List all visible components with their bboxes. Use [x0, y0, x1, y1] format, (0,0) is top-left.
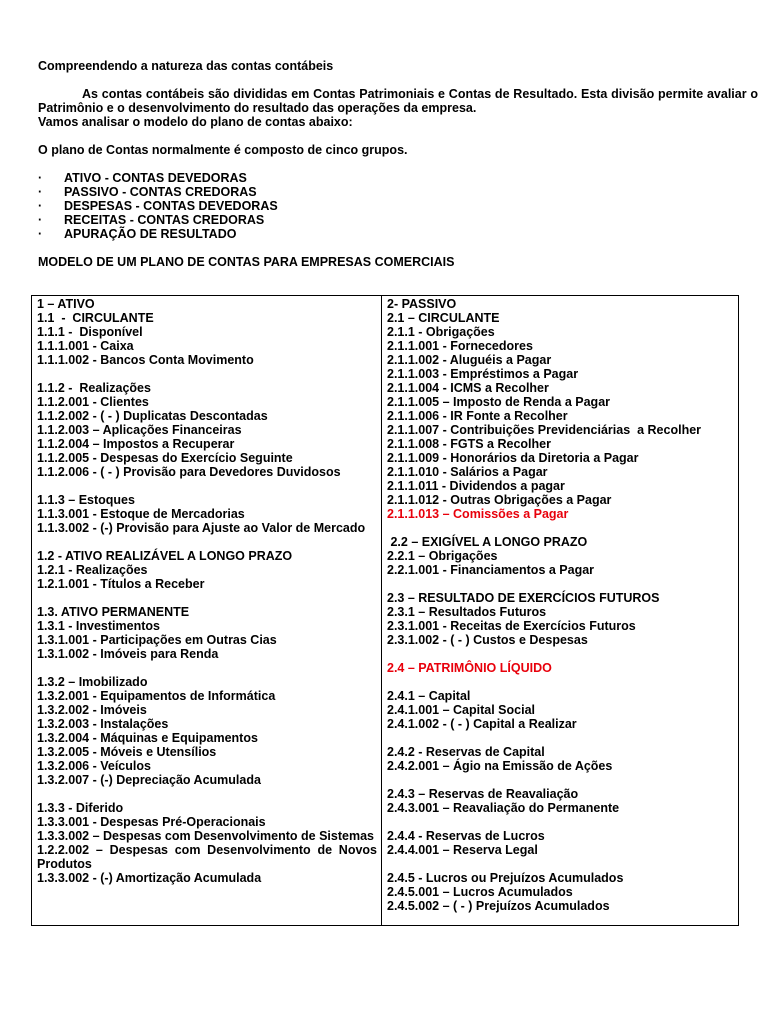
account-line: 2.4.5.001 – Lucros Acumulados [387, 885, 573, 899]
spacer [37, 787, 377, 801]
intro-paragraph: As contas contábeis são divididas em Contas Patrimoniais e Contas de Resultado. Esta divisão permite avaliar o Patrimônio e o desenvolvimento do resultado das operações da empresa. [38, 87, 758, 115]
account-line: 2.1.1.001 - Fornecedores [387, 339, 533, 353]
account-line: 2- PASSIVO [387, 297, 457, 311]
spacer [37, 367, 377, 381]
account-line: 2.1.1.012 - Outras Obrigações a Pagar [387, 493, 612, 507]
account-line: 2.3.1.002 - ( - ) Custos e Despesas [387, 633, 588, 647]
account-line: 1.3.2 – Imobilizado [37, 675, 148, 689]
assets-column [32, 296, 382, 925]
bullet-icon: · [38, 227, 43, 241]
spacer [387, 857, 734, 871]
account-line: 2.3.1.001 - Receitas de Exercícios Futuros [387, 619, 636, 633]
list-item: · APURAÇÃO DE RESULTADO [38, 227, 237, 241]
page-heading: Compreendendo a natureza das contas contábeis [38, 59, 334, 73]
account-line: 2.1.1.005 – Imposto de Renda a Pagar [387, 395, 611, 409]
account-line: 1.3.1.001 - Participações em Outras Cias [37, 633, 277, 647]
account-line: 2.4.3.001 – Reavaliação do Permanente [387, 801, 620, 815]
account-line: 2.3 – RESULTADO DE EXERCÍCIOS FUTUROS [387, 591, 660, 605]
account-line: 2.4.2.001 – Ágio na Emissão de Ações [387, 759, 613, 773]
account-line: 2.1.1.004 - ICMS a Recolher [387, 381, 549, 395]
account-line: 2.1.1.013 – Comissões a Pagar [387, 507, 569, 521]
account-line: 1.3.3.002 - (-) Amortização Acumulada [37, 871, 262, 885]
spacer [387, 577, 734, 591]
account-line: 2.4.1 – Capital [387, 689, 471, 703]
account-line: 2.2.1 – Obrigações [387, 549, 498, 563]
account-line: 2.4.5 - Lucros ou Prejuízos Acumulados [387, 871, 624, 885]
model-title: MODELO DE UM PLANO DE CONTAS PARA EMPRESAS COMERCIAIS [38, 255, 455, 269]
account-line: 2.4.1.001 – Capital Social [387, 703, 535, 717]
bullet-icon: · [38, 171, 43, 185]
account-line: 1.2 - ATIVO REALIZÁVEL A LONGO PRAZO [37, 549, 293, 563]
intro-section [38, 59, 758, 269]
spacer [387, 731, 734, 745]
groups-intro: O plano de Contas normalmente é composto de cinco grupos. [38, 143, 408, 157]
account-line: 2.3.1 – Resultados Futuros [387, 605, 547, 619]
account-line: 1.3.2.001 - Equipamentos de Informática [37, 689, 276, 703]
account-line: 2.4 – PATRIMÔNIO LÍQUIDO [387, 661, 552, 675]
account-line: 1.2.2.002 – Despesas com Desenvolvimento de Novos Produtos [37, 843, 377, 871]
account-line: 2.2.1.001 - Financiamentos a Pagar [387, 563, 595, 577]
account-line: 2.1.1.008 - FGTS a Recolher [387, 437, 551, 451]
account-line: 1.3.2.005 - Móveis e Utensílios [37, 745, 217, 759]
account-line: 1.1.2 - Realizações [37, 381, 151, 395]
account-line: 1.3.2.002 - Imóveis [37, 703, 147, 717]
account-line: 1.1.3.002 - (-) Provisão para Ajuste ao Valor de Mercado [37, 521, 366, 535]
account-line: 1.1.2.001 - Clientes [37, 395, 149, 409]
account-line: 1.3.3.002 – Despesas com Desenvolvimento de Sistemas [37, 829, 374, 843]
list-item: · PASSIVO - CONTAS CREDORAS [38, 185, 257, 199]
spacer [387, 675, 734, 689]
account-line: 1.3.3.001 - Despesas Pré-Operacionais [37, 815, 266, 829]
account-line: 2.1.1.010 - Salários a Pagar [387, 465, 548, 479]
account-line: 1.3.2.004 - Máquinas e Equipamentos [37, 731, 258, 745]
list-item: · DESPESAS - CONTAS DEVEDORAS [38, 199, 278, 213]
analyze-line: Vamos analisar o modelo do plano de contas abaixo: [38, 115, 353, 129]
list-item: · ATIVO - CONTAS DEVEDORAS [38, 171, 247, 185]
spacer [37, 535, 377, 549]
account-line: 1.1.1.002 - Bancos Conta Movimento [37, 353, 254, 367]
account-line: 2.1.1.006 - IR Fonte a Recolher [387, 409, 568, 423]
account-line: 2.2 – EXIGÍVEL A LONGO PRAZO [387, 535, 588, 549]
account-line: 2.1 – CIRCULANTE [387, 311, 500, 325]
account-line: 1.3.1 - Investimentos [37, 619, 160, 633]
spacer [37, 479, 377, 493]
groups-list [38, 171, 758, 241]
account-line: 1.1.1.001 - Caixa [37, 339, 134, 353]
account-line: 1.3.2.003 - Instalações [37, 717, 169, 731]
account-line: 1 – ATIVO [37, 297, 95, 311]
account-line: 2.4.1.002 - ( - ) Capital a Realizar [387, 717, 577, 731]
chart-of-accounts-table [31, 295, 739, 926]
account-line: 2.1.1.011 - Dividendos a pagar [387, 479, 565, 493]
account-line: 1.3.2.007 - (-) Depreciação Acumulada [37, 773, 261, 787]
account-line: 1.2.1 - Realizações [37, 563, 148, 577]
account-line: 1.1.2.002 - ( - ) Duplicatas Descontadas [37, 409, 268, 423]
spacer [37, 661, 377, 675]
account-line: 1.3.3 - Diferido [37, 801, 124, 815]
account-line: 1.1 - CIRCULANTE [37, 311, 154, 325]
account-line: 1.3. ATIVO PERMANENTE [37, 605, 190, 619]
account-line: 2.1.1.002 - Aluguéis a Pagar [387, 353, 552, 367]
account-line: 1.1.2.005 - Despesas do Exercício Seguinte [37, 451, 293, 465]
account-line: 2.4.2 - Reservas de Capital [387, 745, 545, 759]
account-line: 2.1.1.009 - Honorários da Diretoria a Pagar [387, 451, 639, 465]
account-line: 1.1.3 – Estoques [37, 493, 135, 507]
account-line: 1.2.1.001 - Títulos a Receber [37, 577, 205, 591]
account-line: 1.1.2.006 - ( - ) Provisão para Devedores Duvidosos [37, 465, 341, 479]
account-line: 2.1.1 - Obrigações [387, 325, 495, 339]
account-line: 1.1.2.004 – Impostos a Recuperar [37, 437, 235, 451]
account-line: 2.1.1.007 - Contribuições Previdenciárias a Recolher [387, 423, 702, 437]
list-item: · RECEITAS - CONTAS CREDORAS [38, 213, 265, 227]
account-line: 2.4.3 – Reservas de Reavaliação [387, 787, 579, 801]
account-line: 1.3.2.006 - Veículos [37, 759, 151, 773]
spacer [387, 773, 734, 787]
bullet-icon: · [38, 199, 43, 213]
account-line: 1.3.1.002 - Imóveis para Renda [37, 647, 219, 661]
bullet-icon: · [38, 213, 43, 227]
spacer [387, 521, 734, 535]
liabilities-column [382, 296, 738, 925]
account-line: 2.4.4.001 – Reserva Legal [387, 843, 538, 857]
account-line: 2.4.4 - Reservas de Lucros [387, 829, 545, 843]
spacer [387, 815, 734, 829]
bullet-icon: · [38, 185, 43, 199]
spacer [387, 647, 734, 661]
account-line: 1.1.1 - Disponível [37, 325, 143, 339]
account-line: 1.1.2.003 – Aplicações Financeiras [37, 423, 242, 437]
account-line: 1.1.3.001 - Estoque de Mercadorias [37, 507, 245, 521]
spacer [37, 591, 377, 605]
account-line: 2.1.1.003 - Empréstimos a Pagar [387, 367, 579, 381]
account-line: 2.4.5.002 – ( - ) Prejuízos Acumulados [387, 899, 610, 913]
